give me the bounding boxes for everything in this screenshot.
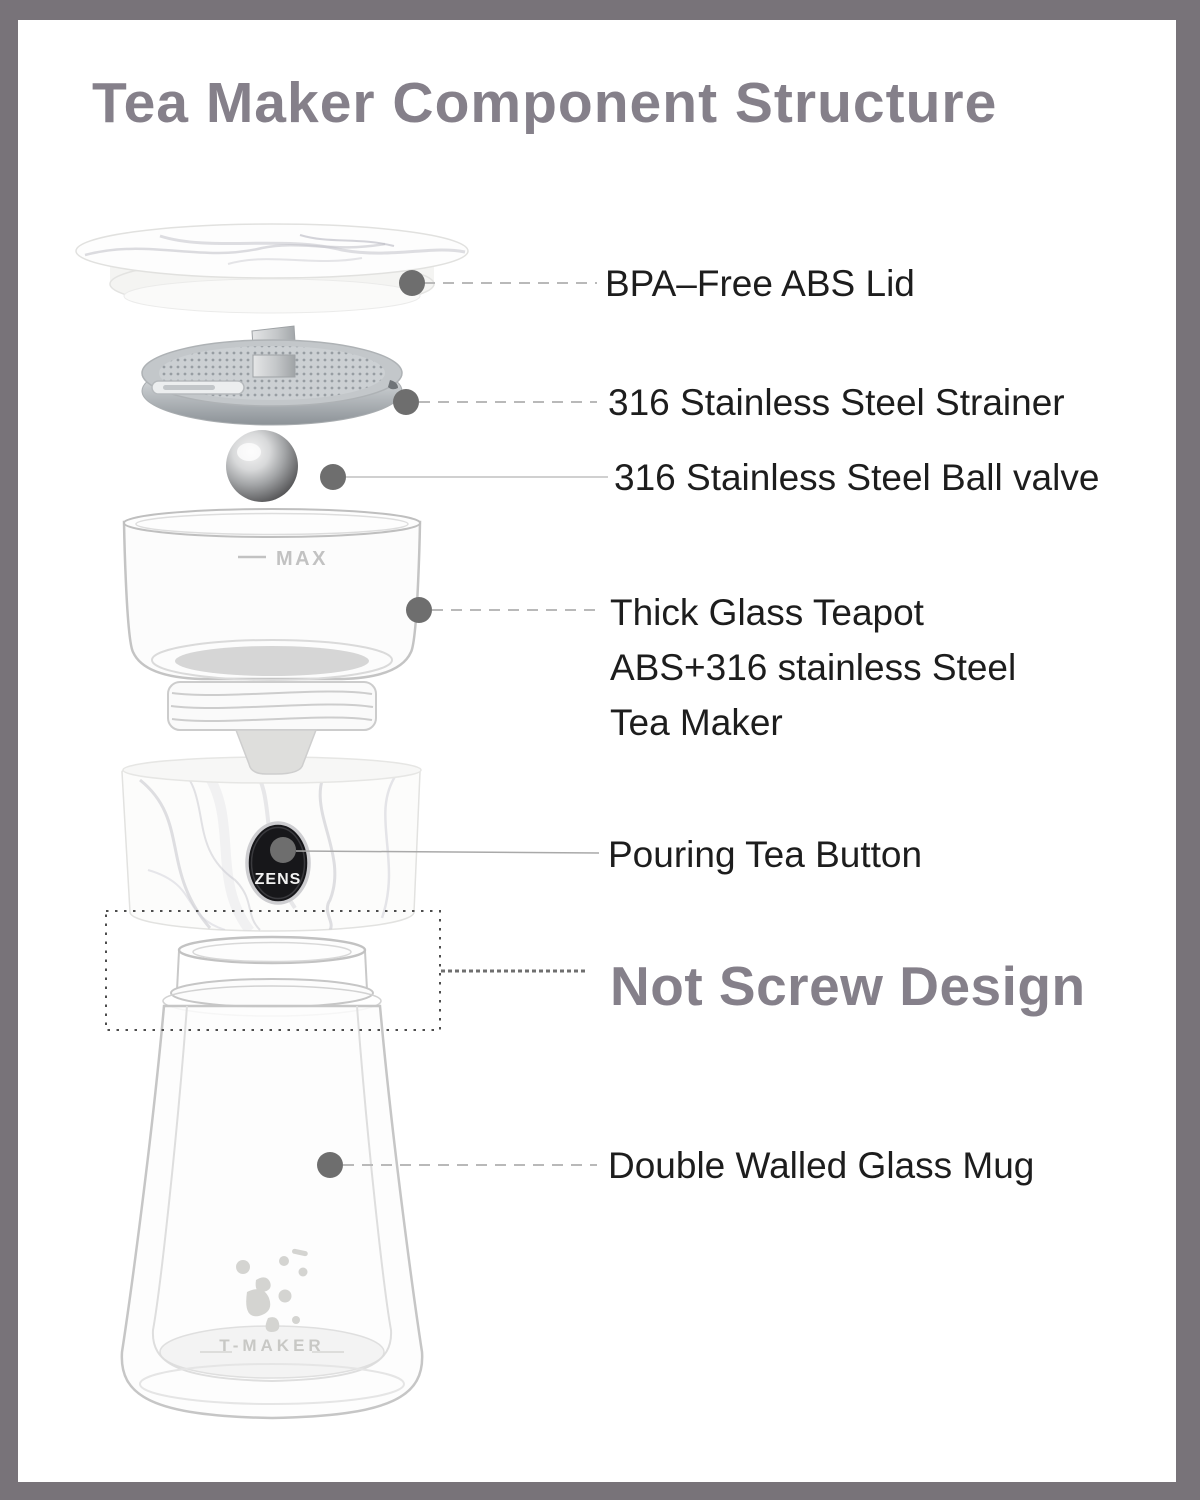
label-not-screw-design: Not Screw Design [610, 955, 1086, 1017]
label-teapot: Thick Glass Teapot [610, 592, 924, 633]
t-maker-wordmark [200, 1336, 344, 1355]
button-marker-dot [270, 837, 296, 863]
mug-brand-text: T-MAKER [219, 1336, 325, 1355]
label-mug: Double Walled Glass Mug [608, 1145, 1035, 1186]
ball-highlight [237, 443, 261, 461]
label-lid: BPA–Free ABS Lid [605, 263, 915, 304]
label-tea-maker-line1: ABS+316 stainless Steel [610, 647, 1017, 688]
mug-neck-left [177, 951, 179, 990]
steel-ball [226, 430, 298, 502]
strainer-slot-inner [163, 385, 215, 390]
label-tea-maker-line2: Tea Maker [610, 702, 783, 743]
mug-rim [179, 937, 365, 963]
strainer-tab-base [253, 355, 295, 377]
strainer-marker-dot [393, 389, 419, 415]
mug-shoulder [171, 979, 373, 1007]
ball-marker-dot [320, 464, 346, 490]
teapot-threads [168, 682, 376, 730]
label-teapot-block [610, 585, 1016, 750]
max-label: MAX [276, 548, 328, 570]
mug-neck-right [365, 951, 367, 990]
label-ball-valve: 316 Stainless Steel Ball valve [614, 457, 1100, 498]
page-title: Tea Maker Component Structure [92, 71, 998, 135]
button-brand-text: ZENS [254, 871, 302, 888]
tea-maker-body-part [122, 730, 421, 931]
mug-marker-dot [317, 1152, 343, 1178]
strainer-part [142, 326, 402, 425]
label-pour-button: Pouring Tea Button [608, 834, 923, 875]
mug-part [122, 937, 422, 1418]
ball-valve-part [226, 430, 298, 502]
lid-base-bottom [124, 279, 420, 313]
pour-button[interactable] [247, 823, 309, 903]
lid-part [76, 224, 468, 313]
teapot-inner-disc [175, 646, 369, 676]
teapot-part [124, 509, 420, 730]
lid-marker-dot [399, 270, 425, 296]
label-strainer: 316 Stainless Steel Strainer [608, 382, 1065, 423]
teapot-marker-dot [406, 597, 432, 623]
